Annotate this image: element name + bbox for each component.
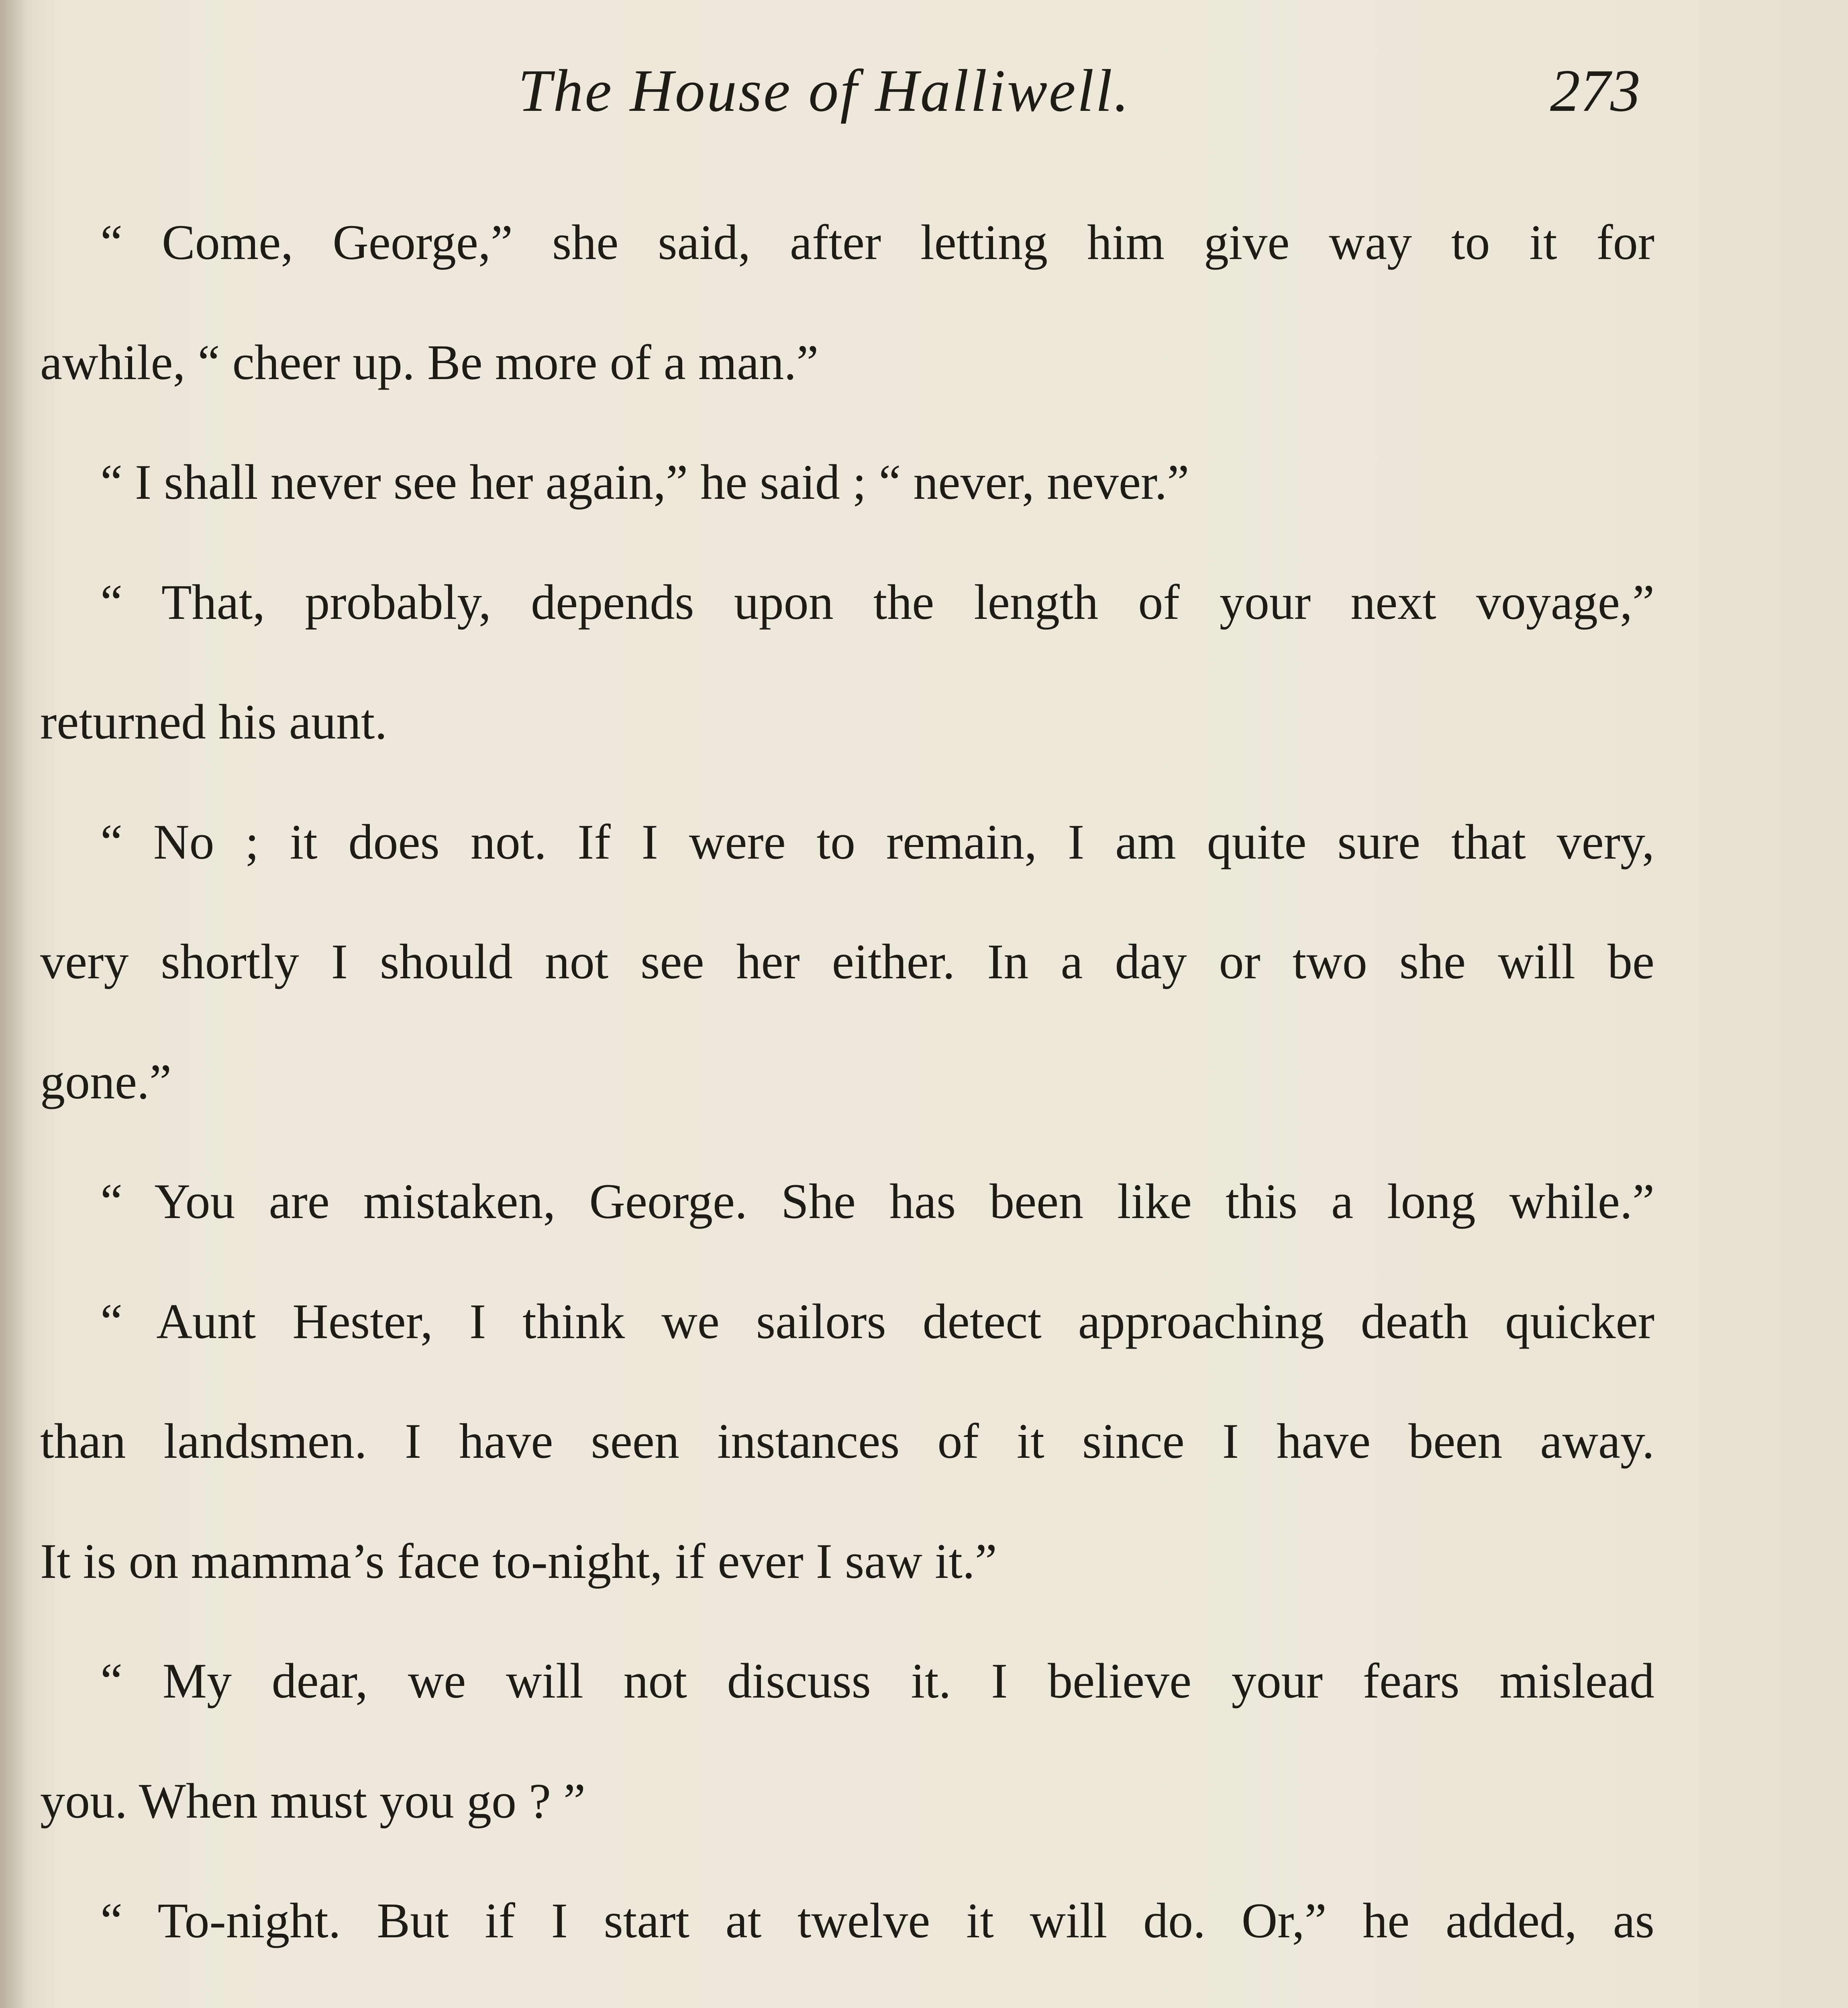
text-line: “ To-night. But if I start at twelve it will do. Or,” he added, as bbox=[100, 1893, 1654, 1948]
page-header bbox=[0, 56, 1848, 137]
text-line: awhile, “ cheer up. Be more of a man.” bbox=[40, 335, 819, 390]
text-line: “ Aunt Hester, I think we sailors detect approaching death quicker bbox=[100, 1294, 1654, 1349]
text-line: than landsmen. I have seen instances of it since I have been away. bbox=[40, 1414, 1654, 1469]
text-line: “ No ; it does not. If I were to remain, I am quite sure that very, bbox=[100, 814, 1654, 869]
binding-gutter bbox=[0, 0, 28, 2008]
running-title: The House of Halliwell. bbox=[518, 57, 1131, 124]
text-line: It is on mamma’s face to-night, if ever I saw it.” bbox=[40, 1533, 997, 1589]
text-line: “ I shall never see her again,” he said ; “ never, never.” bbox=[100, 455, 1189, 510]
text-line: “ That, probably, depends upon the length of your next voyage,” bbox=[100, 574, 1654, 630]
text-line: “ You are mistaken, George. She has been like this a long while.” bbox=[100, 1174, 1654, 1229]
page-number: 273 bbox=[1550, 57, 1640, 124]
text-line: “ My dear, we will not discuss it. I believe your fears mislead bbox=[100, 1653, 1654, 1708]
body-text bbox=[40, 183, 1654, 2008]
text-line: gone.” bbox=[40, 1054, 172, 1109]
text-line: returned his aunt. bbox=[40, 694, 388, 749]
text-line: you. When must you go ? ” bbox=[40, 1773, 586, 1828]
text-line bbox=[40, 1981, 1654, 2008]
text-line: “ Come, George,” she said, after letting him give way to it for bbox=[100, 215, 1654, 270]
text-line: very shortly I should not see her either. In a day or two she will be bbox=[40, 934, 1654, 989]
